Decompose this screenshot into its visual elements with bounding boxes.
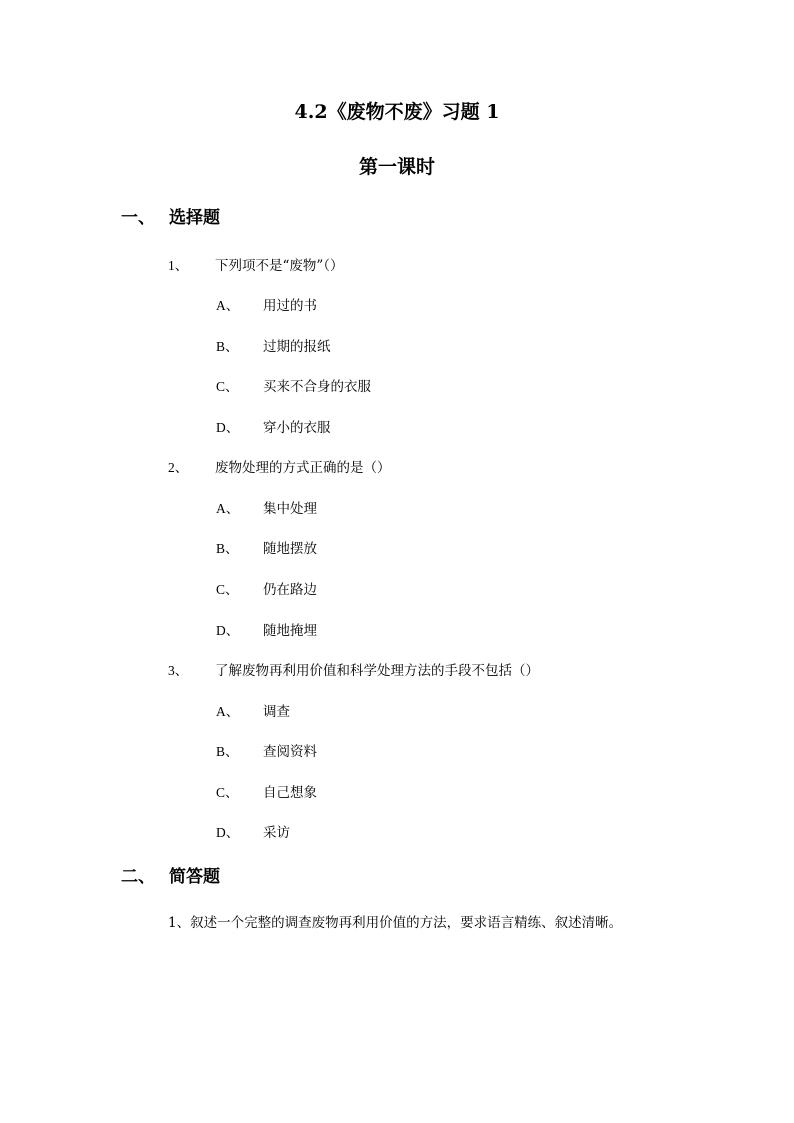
option-label: B、 xyxy=(216,339,239,354)
question-text: 了解废物再利用价值和科学处理方法的手段不包括（） xyxy=(215,663,539,679)
section-title: 简答题 xyxy=(169,867,220,887)
option-label: B、 xyxy=(216,744,239,759)
question-2-option-d xyxy=(216,622,317,640)
question-2-option-a xyxy=(216,500,317,518)
option-text: 查阅资料 xyxy=(263,744,317,760)
question-3-option-b xyxy=(216,743,317,761)
question-1-option-a xyxy=(216,297,317,315)
option-text: 集中处理 xyxy=(263,501,317,517)
option-label: D、 xyxy=(216,623,240,638)
question-number: 3、 xyxy=(168,663,189,678)
option-label: B、 xyxy=(216,541,239,556)
question-3 xyxy=(168,662,539,680)
option-label: C、 xyxy=(216,582,239,597)
option-label: C、 xyxy=(216,785,239,800)
section-heading-short-answer xyxy=(121,866,220,888)
question-2-option-b xyxy=(216,540,317,558)
question-3-option-d xyxy=(216,824,290,842)
question-text: 废物处理的方式正确的是（） xyxy=(215,460,391,476)
option-text: 穿小的衣服 xyxy=(263,420,331,436)
option-label: D、 xyxy=(216,420,240,435)
question-1-option-d xyxy=(216,419,331,437)
question-2 xyxy=(168,459,391,477)
option-text: 买来不合身的衣服 xyxy=(263,379,371,395)
option-text: 随地掩埋 xyxy=(263,623,317,639)
option-label: C、 xyxy=(216,379,239,394)
question-3-option-c xyxy=(216,784,317,802)
question-1 xyxy=(168,257,344,275)
section-number: 一、 xyxy=(121,208,155,228)
question-text: 下列项不是“废物”（） xyxy=(215,258,344,274)
option-text: 自己想象 xyxy=(263,785,317,801)
document-title: 4.2《废物不废》习题 1 xyxy=(294,101,500,123)
section-heading-multiple-choice xyxy=(121,207,220,229)
option-label: A、 xyxy=(216,298,240,313)
option-text: 随地摆放 xyxy=(263,541,317,557)
option-text: 仍在路边 xyxy=(263,582,317,598)
question-1-option-b xyxy=(216,338,331,356)
option-text: 过期的报纸 xyxy=(263,339,331,355)
option-text: 用过的书 xyxy=(263,298,317,314)
short-answer-question-1: 1、叙述一个完整的调查废物再利用价值的方法，要求语言精练、叙述清晰。 xyxy=(168,915,623,931)
option-label: A、 xyxy=(216,501,240,516)
question-number: 2、 xyxy=(168,460,189,475)
section-title: 选择题 xyxy=(169,208,220,228)
question-1-option-c xyxy=(216,378,371,396)
question-3-option-a xyxy=(216,703,290,721)
document-subtitle: 第一课时 xyxy=(358,156,435,178)
option-label: A、 xyxy=(216,704,240,719)
question-number: 1、 xyxy=(168,258,189,273)
option-label: D、 xyxy=(216,825,240,840)
option-text: 调查 xyxy=(263,704,290,720)
option-text: 采访 xyxy=(263,825,290,841)
section-number: 二、 xyxy=(121,867,155,887)
question-2-option-c xyxy=(216,581,317,599)
